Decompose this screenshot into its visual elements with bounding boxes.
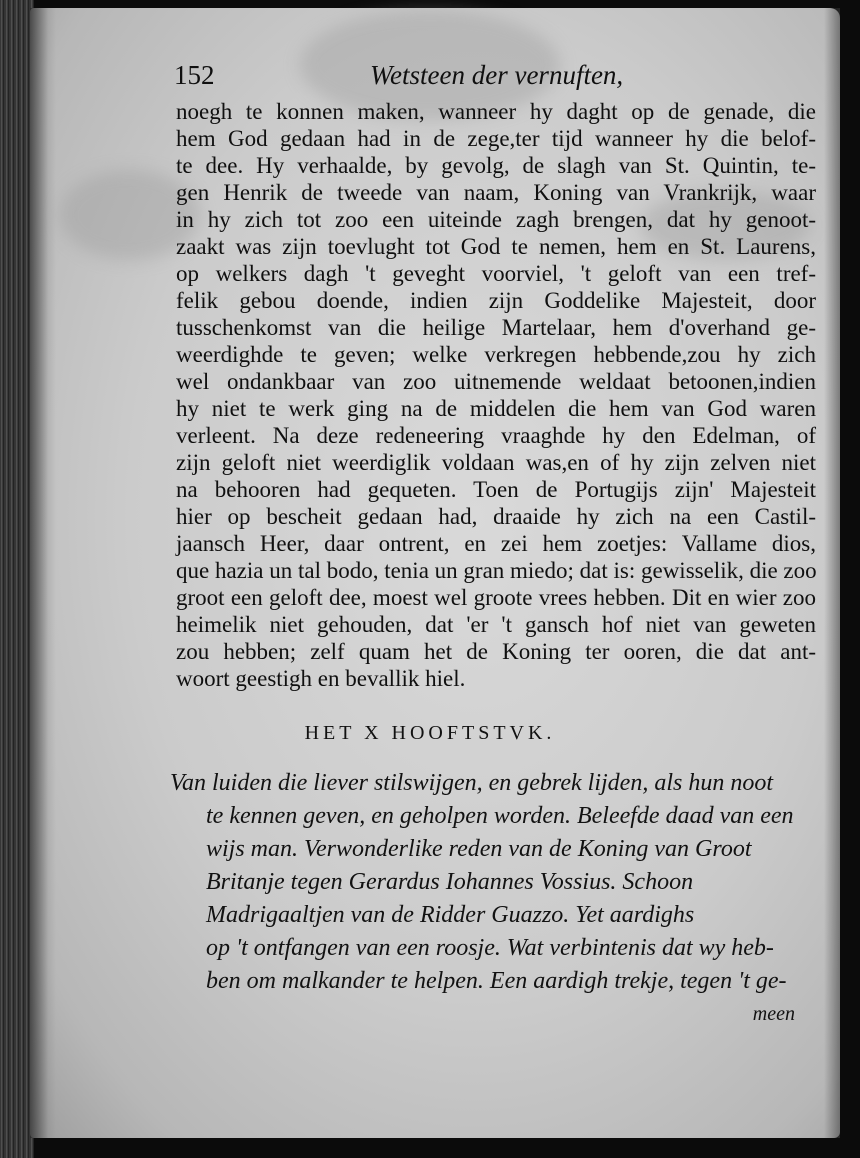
text-line: zaakt was zijn toevlught tot God te nemen, hem en St. Laurens, bbox=[176, 234, 816, 259]
text-line: wel ondankbaar van zoo uitnemende weldaat betoonen,indien bbox=[176, 369, 816, 394]
text-line: verleent. Na deze redeneering vraaghde hy den Edelman, of bbox=[176, 423, 816, 448]
page-right-shadow bbox=[824, 8, 840, 1138]
text-line: hier op bescheit gedaan had, draaide hy zich na een Castil- bbox=[176, 504, 816, 529]
text-line: heimelik niet gehouden, dat 'er 't gansch hof niet van geweten bbox=[176, 612, 816, 637]
chapter-summary bbox=[170, 767, 795, 1031]
page-edges bbox=[0, 0, 34, 1158]
running-head: Wetsteen der vernuften, bbox=[370, 60, 624, 90]
page-number: 152 bbox=[174, 60, 215, 90]
text-line: groot een geloft dee, moest wel groote vrees hebben. Dit en wier zoo bbox=[176, 585, 816, 610]
chapter-heading: HET X HOOFTSTVK. bbox=[304, 722, 556, 744]
text-line: te dee. Hy verhaalde, by gevolg, de slagh van St. Quintin, te- bbox=[176, 153, 816, 178]
page-gutter-shadow bbox=[30, 8, 56, 1138]
summary-line: Britanje tegen Gerardus Iohannes Vossius. Schoon bbox=[206, 869, 694, 895]
text-line: felik gebou doende, indien zijn Goddelike Majesteit, door bbox=[176, 288, 816, 313]
text-line: que hazia un tal bodo, tenia un gran miedo; dat is: gewisselik, die zoo bbox=[176, 558, 817, 583]
text-line: na behooren had gequeten. Toen de Portugijs zijn' Majesteit bbox=[176, 477, 816, 502]
catchword: meen bbox=[752, 1003, 795, 1025]
text-line: in hy zich tot zoo een uiteinde zagh brengen, dat hy genoot- bbox=[176, 207, 816, 232]
summary-line: ben om malkander te helpen. Een aardigh trekje, tegen 't ge- bbox=[206, 968, 787, 994]
text-line: zou hebben; zelf quam het de Koning ter ooren, die dat ant- bbox=[176, 639, 816, 664]
summary-line: Madrigaaltjen van de Ridder Guazzo. Yet aardighs bbox=[206, 902, 695, 928]
summary-line: Van luiden die liever stilswijgen, en gebrek lijden, als hun noot bbox=[170, 770, 774, 796]
text-line: noegh te konnen maken, wanneer hy daght op de genade, die bbox=[176, 99, 816, 124]
text-line: gen Henrik de tweede van naam, Koning van Vrankrijk, waar bbox=[176, 180, 816, 205]
text-line: jaansch Heer, daar ontrent, en zei hem zoetjes: Vallame dios, bbox=[176, 531, 816, 556]
body-text bbox=[176, 98, 816, 692]
text-line: hy niet te werk ging na de middelen die hem van God waren bbox=[176, 396, 816, 421]
summary-line: wijs man. Verwonderlike reden van de Koning van Groot bbox=[206, 836, 752, 862]
text-line: woort geestigh en bevallik hiel. bbox=[176, 666, 466, 691]
text-line: tusschenkomst van die heilige Martelaar, hem d'overhand ge- bbox=[176, 315, 816, 340]
summary-line: te kennen geven, en geholpen worden. Beleefde daad van een bbox=[206, 803, 794, 829]
text-line: op welkers dagh 't geveght voorviel, 't geloft van een tref- bbox=[176, 261, 816, 286]
page-header bbox=[174, 60, 624, 94]
text-line: weerdighde te geven; welke verkregen hebbende,zou hy zich bbox=[176, 342, 816, 367]
text-line: zijn geloft niet weerdiglik voldaan was,en of hy zijn zelven niet bbox=[176, 450, 816, 475]
text-line: hem God gedaan had in de zege,ter tijd wanneer hy die belof- bbox=[176, 126, 816, 151]
summary-line: op 't ontfangen van een roosje. Wat verbintenis dat wy heb- bbox=[206, 935, 774, 961]
